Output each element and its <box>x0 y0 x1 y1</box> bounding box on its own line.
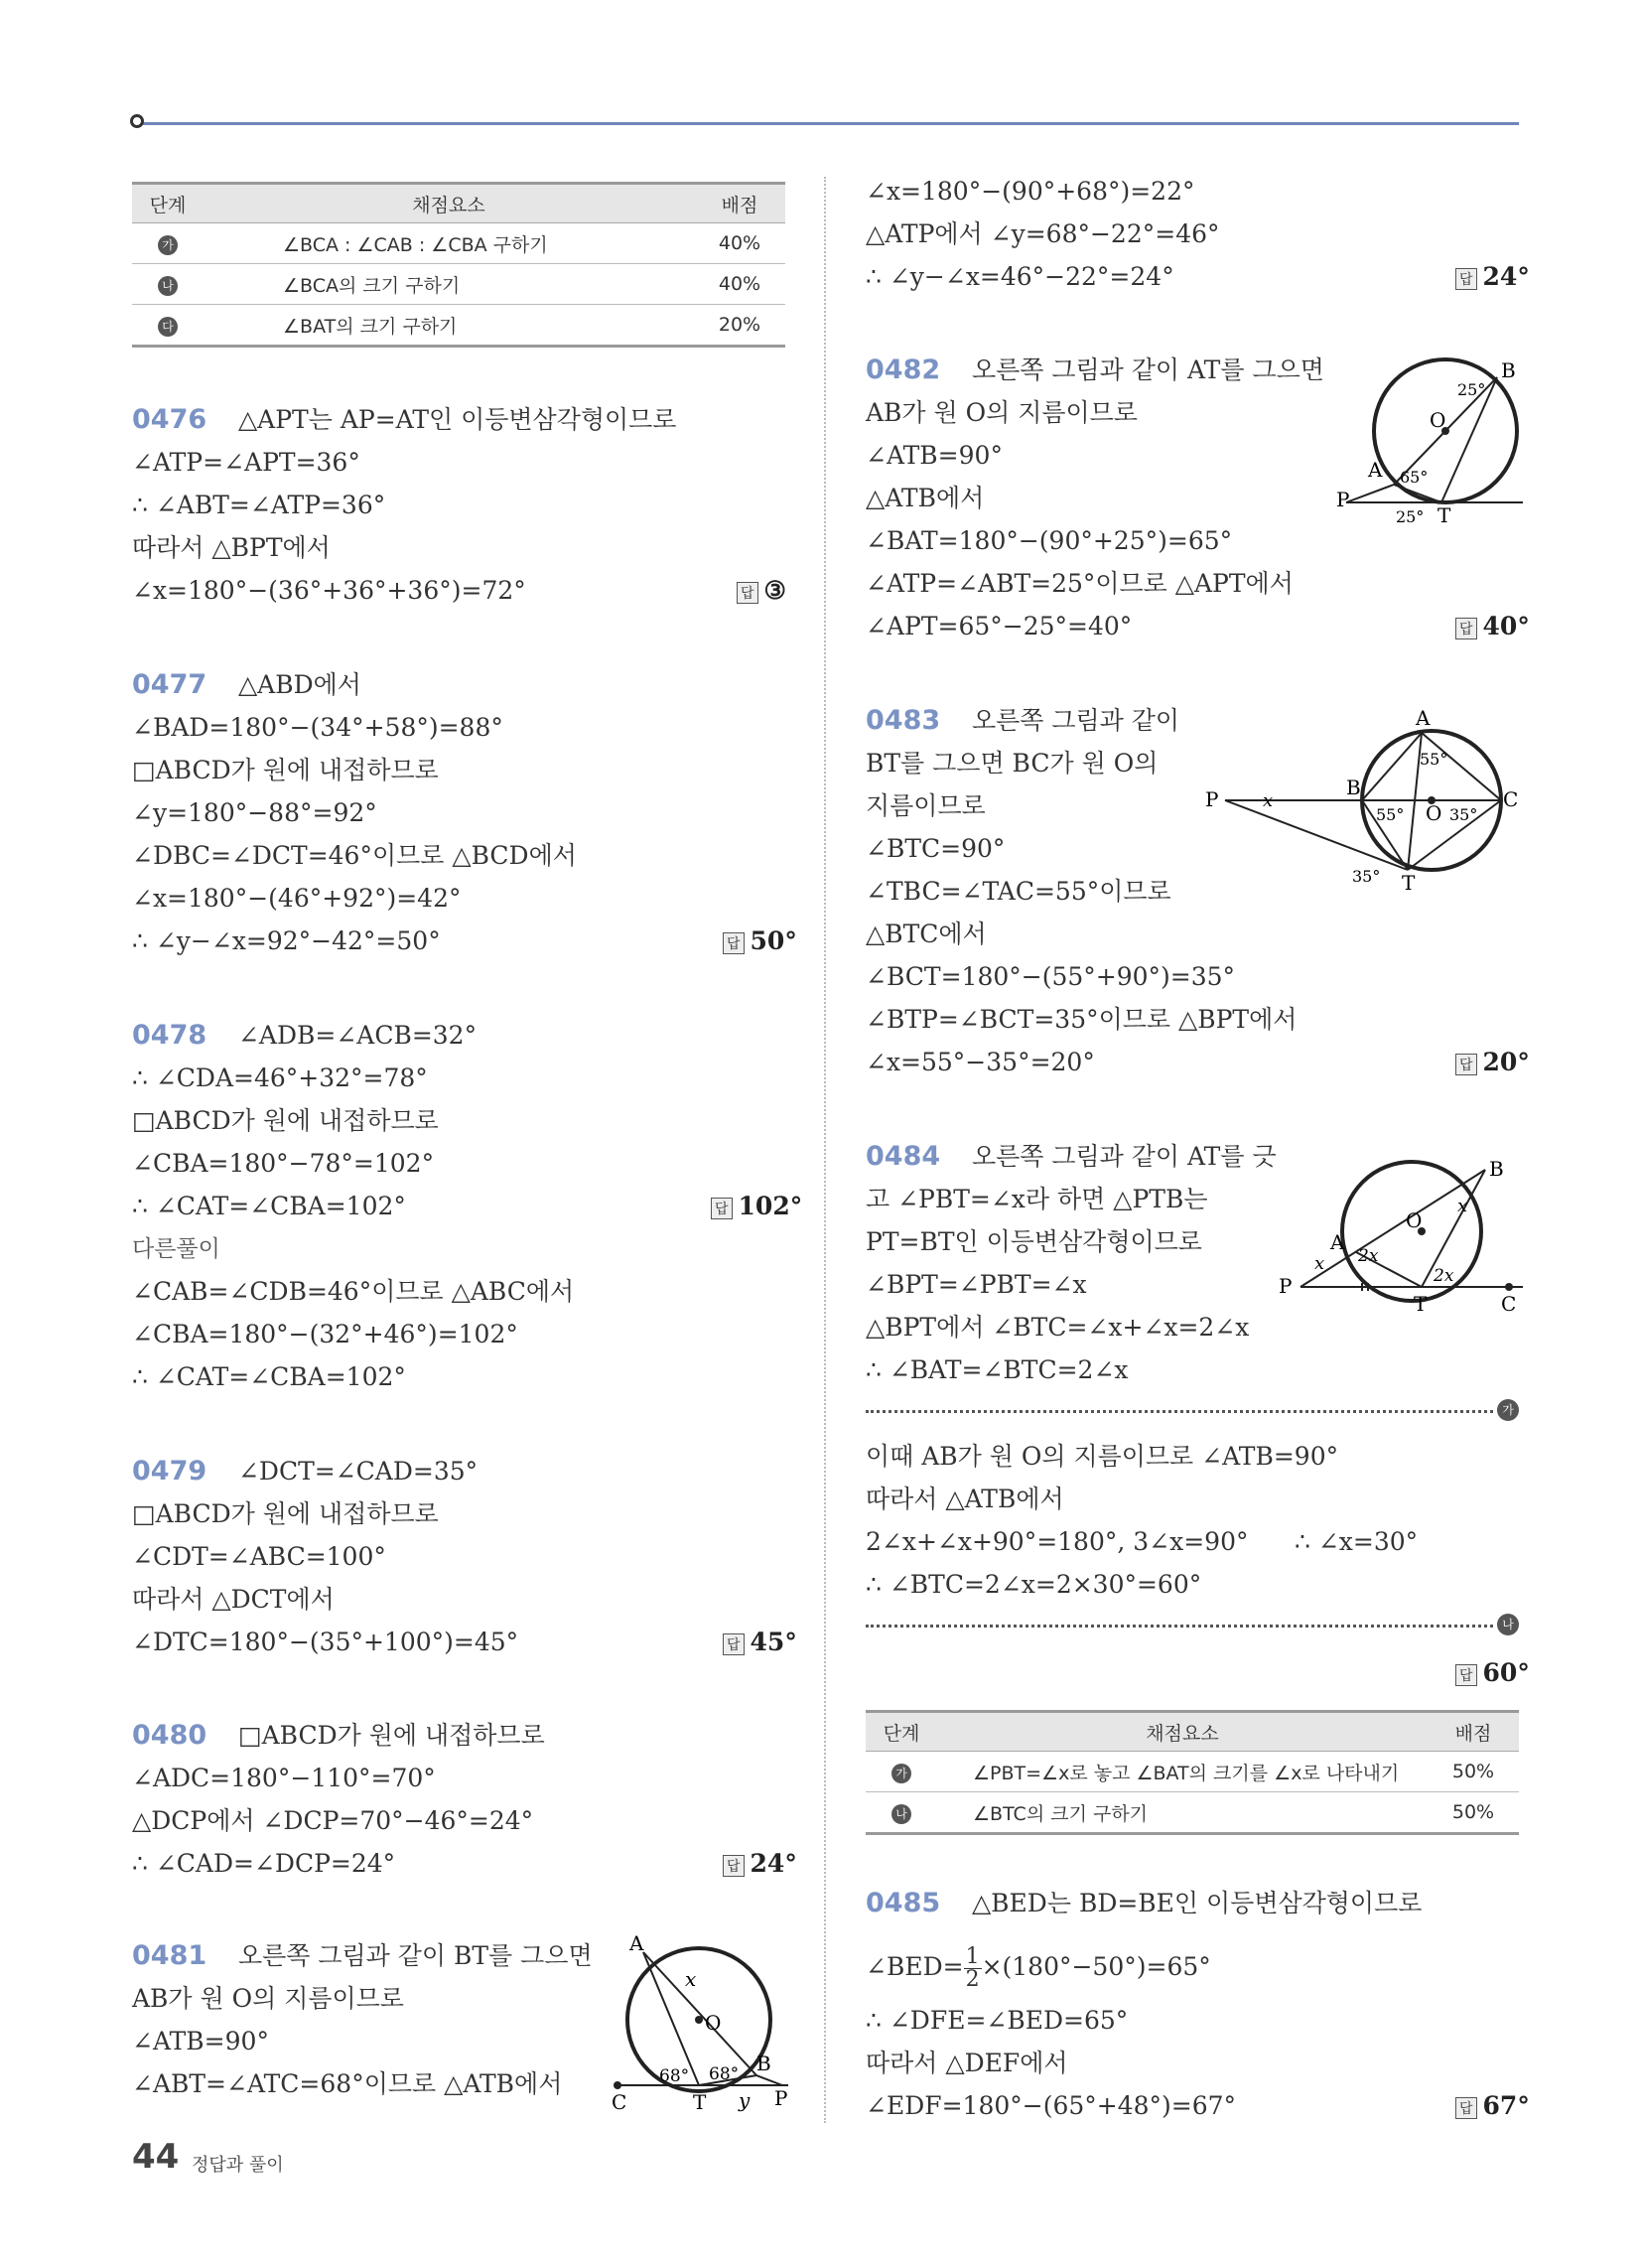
label-x-1: x <box>1314 1253 1325 1274</box>
label-B: B <box>1489 1157 1504 1181</box>
label-T: T <box>1437 503 1451 527</box>
table-row: 가 ∠PBT=∠x로 놓고 ∠BAT의 크기를 ∠x로 나타내기 50% <box>866 1752 1519 1792</box>
problem-0478-line-3: □ABCD가 원에 내접하므로 <box>132 1106 439 1135</box>
problem-0484-line-3: PT=BT인 이등변삼각형이므로 <box>866 1227 1202 1256</box>
problem-0477-line-6: ∠x=180°−(46°+92°)=42° <box>132 884 462 913</box>
problem-0483-line-8: ∠BTP=∠BCT=35°이므로 △BPT에서 <box>866 1005 1298 1034</box>
problem-0483-line-3: 지름이므로 <box>866 791 986 820</box>
problem-0484-line-6: ∴ ∠BAT=∠BTC=2∠x <box>866 1355 1129 1384</box>
answer-0482: 답 40° <box>1455 612 1530 640</box>
problem-0483-line-6: △BTC에서 <box>866 920 987 948</box>
label-angle-1: 2x <box>1358 1246 1379 1266</box>
table-header: 단계 채점요소 배점 <box>866 1712 1519 1752</box>
label-C: C <box>1501 1292 1517 1316</box>
problem-0483-line-7: ∠BCT=180°−(55°+90°)=35° <box>866 962 1236 991</box>
problem-0479-line-2: □ABCD가 원에 내접하므로 <box>132 1499 439 1528</box>
problem-0485-line-3: ∴ ∠DFE=∠BED=65° <box>866 2006 1129 2035</box>
step-divider-2 <box>866 1625 1493 1628</box>
figure-0482 <box>1334 354 1529 530</box>
label-A: A <box>1416 706 1431 730</box>
label-angle-1: 68° <box>659 2066 690 2086</box>
problem-0477-line-5: ∠DBC=∠DCT=46°이므로 △BCD에서 <box>132 841 577 870</box>
problem-0477-line-4: ∠y=180°−88°=92° <box>132 798 377 827</box>
problem-0478-line-9: ∴ ∠CAT=∠CBA=102° <box>132 1362 406 1391</box>
problem-number: 0479 <box>132 1456 207 1487</box>
figure-0481 <box>608 1934 794 2113</box>
answer-0480: 답 24° <box>723 1849 797 1878</box>
table-row: 나 ∠BCA의 크기 구하기 40% <box>132 264 785 305</box>
label-angle-1: 55° <box>1420 750 1448 769</box>
label-angle-3: 35° <box>1449 805 1478 824</box>
problem-0481-line-2: AB가 원 O의 지름이므로 <box>132 1984 404 2013</box>
label-angle-2: 68° <box>709 2064 740 2084</box>
problem-number: 0482 <box>866 354 941 385</box>
label-B: B <box>1501 358 1516 382</box>
alt-solution-label: 다른풀이 <box>132 1236 220 1262</box>
problem-0485-line-4: 따라서 △DEF에서 <box>866 2049 1068 2077</box>
problem-0478-line-1: 0478 ∠ADB=∠ACB=32° <box>132 1020 478 1051</box>
problem-0478-line-4: ∠CBA=180°−78°=102° <box>132 1149 435 1178</box>
problem-0484-line-8: 따라서 △ATB에서 <box>866 1485 1064 1513</box>
problem-0481-line-3: ∠ATB=90° <box>132 2027 269 2055</box>
answer-0484: 답 60° <box>1455 1658 1530 1687</box>
problem-0484-line-7: 이때 AB가 원 O의 지름이므로 ∠ATB=90° <box>866 1442 1339 1471</box>
column-divider <box>824 177 826 2123</box>
table-row: 가 ∠BCA : ∠CAB : ∠CBA 구하기 40% <box>132 223 785 264</box>
problem-0477-line-1: 0477 △ABD에서 <box>132 669 361 700</box>
problem-0477-line-3: □ABCD가 원에 내접하므로 <box>132 756 439 784</box>
answer-0479: 답 45° <box>723 1628 797 1656</box>
label-T: T <box>1402 871 1416 892</box>
problem-0478-line-2: ∴ ∠CDA=46°+32°=78° <box>132 1063 428 1092</box>
label-C: C <box>1503 787 1519 811</box>
label-angle-1: 25° <box>1457 380 1486 399</box>
problem-0480-line-2: ∠ADC=180°−110°=70° <box>132 1764 436 1792</box>
problem-0485-line-2: ∠BED= $\frac{1}{2}$ ×(180°−50°)=65° <box>866 1944 1211 1992</box>
problem-0484-line-1: 0484 오른쪽 그림과 같이 AT를 긋 <box>866 1141 1277 1172</box>
problem-0480-line-3: △DCP에서 ∠DCP=70°−46°=24° <box>132 1806 534 1835</box>
scoring-table-2 <box>866 1710 1519 1835</box>
answer-0481: 답 24° <box>1455 262 1530 291</box>
label-y: y <box>739 2088 751 2112</box>
problem-0484-line-10: ∴ ∠BTC=2∠x=2×30°=60° <box>866 1570 1202 1599</box>
problem-0477-line-7: ∴ ∠y−∠x=92°−42°=50° <box>132 926 441 955</box>
label-angle-2: 55° <box>1376 805 1405 824</box>
problem-0483-line-9: ∠x=55°−35°=20° <box>866 1048 1095 1076</box>
problem-0485-line-5: ∠EDF=180°−(65°+48°)=67° <box>866 2091 1237 2120</box>
label-T: T <box>693 2090 707 2113</box>
step-mark-1: 가 <box>1497 1399 1519 1421</box>
problem-0477-line-2: ∠BAD=180°−(34°+58°)=88° <box>132 713 503 742</box>
problem-0484-line-5: △BPT에서 ∠BTC=∠x+∠x=2∠x <box>866 1313 1250 1342</box>
answer-0478: 답 102° <box>711 1192 802 1220</box>
label-B: B <box>756 2052 771 2075</box>
page-label: 정답과 풀이 <box>192 2155 284 2176</box>
problem-0484-line-4: ∠BPT=∠PBT=∠x <box>866 1270 1087 1299</box>
problem-0483-line-2: BT를 그으면 BC가 원 O의 <box>866 749 1159 778</box>
problem-0481-line-4: ∠ABT=∠ATC=68°이므로 △ATB에서 <box>132 2069 563 2098</box>
problem-0484-line-2: 고 ∠PBT=∠x라 하면 △PTB는 <box>866 1185 1208 1213</box>
label-P: P <box>1279 1274 1293 1298</box>
problem-number: 0477 <box>132 669 207 700</box>
label-O: O <box>1430 408 1446 432</box>
answer-0485: 답 67° <box>1455 2091 1530 2120</box>
problem-0482-line-2: AB가 원 O의 지름이므로 <box>866 398 1138 427</box>
problem-0479-line-3: ∠CDT=∠ABC=100° <box>132 1542 386 1571</box>
label-x: x <box>1263 790 1274 811</box>
problem-0476-line-4: 따라서 △BPT에서 <box>132 533 331 562</box>
problem-0482-line-3: ∠ATB=90° <box>866 441 1003 470</box>
problem-0476-line-3: ∴ ∠ABT=∠ATP=36° <box>132 491 386 519</box>
label-x: x <box>685 1967 697 1991</box>
step-mark-2: 나 <box>1497 1614 1519 1635</box>
header-rule <box>137 122 1519 125</box>
label-P: P <box>1336 488 1350 511</box>
label-angle-4: 35° <box>1352 867 1381 886</box>
label-O: O <box>1406 1208 1423 1232</box>
problem-number: 0476 <box>132 404 207 435</box>
figure-0484 <box>1275 1152 1529 1323</box>
problem-0478-line-8: ∠CBA=180°−(32°+46°)=102° <box>132 1320 518 1348</box>
scoring-table-1 <box>132 182 785 348</box>
problem-0484-sidenote: ∴ ∠x=30° <box>1295 1527 1419 1556</box>
problem-0480-line-1: 0480 □ABCD가 원에 내접하므로 <box>132 1720 545 1751</box>
problem-0476-line-5: ∠x=180°−(36°+36°+36°)=72° <box>132 576 526 605</box>
problem-0483-line-1: 0483 오른쪽 그림과 같이 <box>866 705 1180 736</box>
table-header: 단계 채점요소 배점 <box>132 184 785 223</box>
answer-0477: 답 50° <box>723 926 797 955</box>
problem-0482-line-6: ∠ATP=∠ABT=25°이므로 △APT에서 <box>866 569 1294 598</box>
problem-0481-cont-1: ∠x=180°−(90°+68°)=22° <box>866 177 1195 206</box>
problem-number: 0480 <box>132 1720 207 1751</box>
problem-0478-line-7: ∠CAB=∠CDB=46°이므로 △ABC에서 <box>132 1277 575 1306</box>
page-number: 44 <box>132 2137 180 2177</box>
problem-0481-line-1: 0481 오른쪽 그림과 같이 BT를 그으면 <box>132 1940 593 1971</box>
label-A: A <box>629 1934 644 1955</box>
problem-0481-cont-3: ∴ ∠y−∠x=46°−22°=24° <box>866 262 1174 291</box>
label-x-2: x <box>1457 1196 1468 1216</box>
fraction: $\frac{1}{2}$ <box>965 1944 980 1992</box>
problem-0479-line-4: 따라서 △DCT에서 <box>132 1585 335 1614</box>
label-C: C <box>612 2090 627 2113</box>
problem-0482-line-5: ∠BAT=180°−(90°+25°)=65° <box>866 526 1233 555</box>
problem-0483-line-5: ∠TBC=∠TAC=55°이므로 <box>866 877 1171 906</box>
problem-0482-line-7: ∠APT=65°−25°=40° <box>866 612 1133 640</box>
problem-0484-line-9: 2∠x+∠x+90°=180°, 3∠x=90° <box>866 1527 1249 1556</box>
problem-0483-line-4: ∠BTC=90° <box>866 834 1006 863</box>
answer-0476: 답 ③ <box>737 576 786 605</box>
label-angle-3: 25° <box>1396 507 1425 526</box>
table-row: 나 ∠BTC의 크기 구하기 50% <box>866 1792 1519 1834</box>
step-divider-1 <box>866 1410 1493 1413</box>
label-A: A <box>1368 458 1383 482</box>
header-dot <box>130 114 144 128</box>
label-O: O <box>705 2011 722 2035</box>
problem-number: 0485 <box>866 1888 941 1918</box>
problem-0476-line-2: ∠ATP=∠APT=36° <box>132 448 360 477</box>
label-T: T <box>1414 1292 1428 1316</box>
problem-number: 0483 <box>866 705 941 736</box>
problem-0476-line-1: 0476 △APT는 AP=AT인 이등변삼각형이므로 <box>132 404 677 435</box>
problem-0479-line-5: ∠DTC=180°−(35°+100°)=45° <box>132 1628 519 1656</box>
problem-0485-line-1: 0485 △BED는 BD=BE인 이등변삼각형이므로 <box>866 1888 1423 1918</box>
figure-0483 <box>1199 703 1529 892</box>
label-angle-2: 2x <box>1434 1266 1454 1286</box>
problem-0482-line-4: △ATB에서 <box>866 484 985 512</box>
label-P: P <box>1205 787 1219 811</box>
label-angle-2: 65° <box>1400 468 1429 487</box>
problem-0481-cont-2: △ATP에서 ∠y=68°−22°=46° <box>866 219 1220 248</box>
problem-0479-line-1: 0479 ∠DCT=∠CAD=35° <box>132 1456 479 1487</box>
label-B: B <box>1346 776 1361 799</box>
problem-number: 0478 <box>132 1020 207 1051</box>
problem-number: 0484 <box>866 1141 941 1172</box>
label-A: A <box>1330 1230 1345 1254</box>
label-P: P <box>774 2086 788 2110</box>
problem-0480-line-4: ∴ ∠CAD=∠DCP=24° <box>132 1849 396 1878</box>
problem-number: 0481 <box>132 1940 207 1971</box>
label-O: O <box>1426 801 1442 825</box>
answer-0483: 답 20° <box>1455 1048 1530 1076</box>
table-row: 다 ∠BAT의 크기 구하기 20% <box>132 305 785 347</box>
problem-0478-line-5: ∴ ∠CAT=∠CBA=102° <box>132 1192 406 1220</box>
problem-0482-line-1: 0482 오른쪽 그림과 같이 AT를 그으면 <box>866 354 1324 385</box>
